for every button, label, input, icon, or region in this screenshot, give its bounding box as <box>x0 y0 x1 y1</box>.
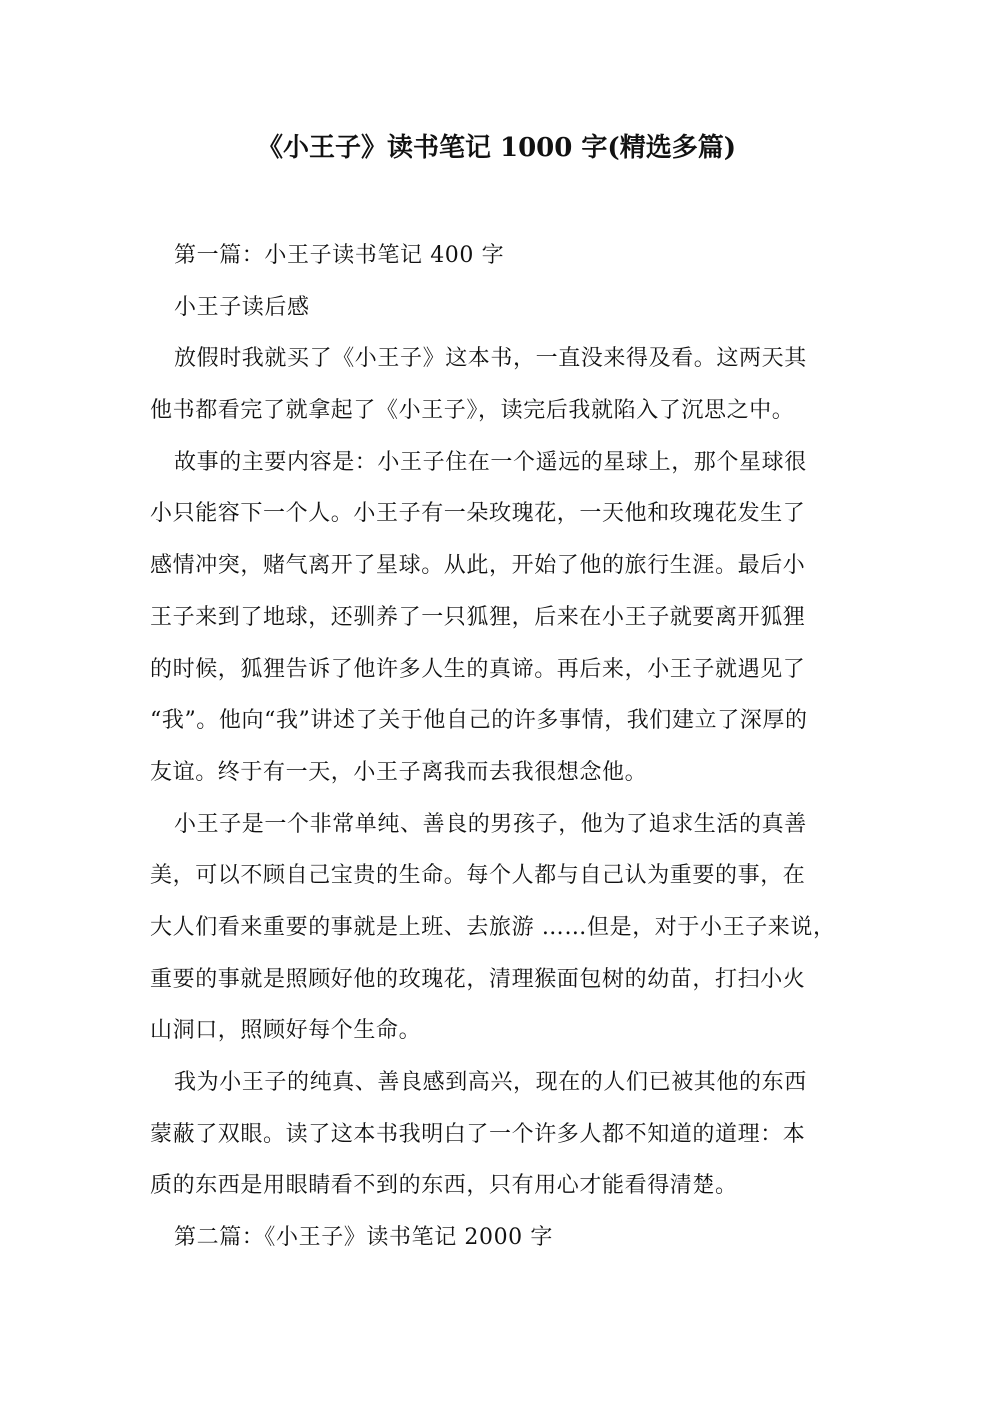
section-heading-1: 第一篇：小王子读书笔记 400 字 <box>174 243 505 268</box>
paragraph-line: 蒙蔽了双眼。读了这本书我明白了一个许多人都不知道的道理：本 <box>150 1121 806 1147</box>
paragraph-line: 美，可以不顾自己宝贵的生命。每个人都与自己认为重要的事，在 <box>150 863 806 889</box>
paragraph-line: 山洞口，照顾好每个生命。 <box>150 1018 422 1044</box>
subheading: 小王子读后感 <box>174 294 310 320</box>
document-body <box>150 230 840 1264</box>
paragraph-line: 故事的主要内容是：小王子住在一个遥远的星球上，那个星球很 <box>174 449 807 475</box>
paragraph-line: 小只能容下一个人。小王子有一朵玫瑰花，一天他和玫瑰花发生了 <box>150 501 806 527</box>
paragraph-line: 小王子是一个非常单纯、善良的男孩子，他为了追求生活的真善 <box>174 811 807 837</box>
paragraph-line: “我”。他向“我”讲述了关于他自己的许多事情，我们建立了深厚的 <box>150 708 808 734</box>
paragraph-line: 友谊。终于有一天，小王子离我而去我很想念他。 <box>150 759 648 785</box>
paragraph-line: 放假时我就买了《小王子》这本书，一直没来得及看。这两天其 <box>174 346 807 372</box>
paragraph-line: 大人们看来重要的事就是上班、去旅游 ……但是，对于小王子来说， <box>150 914 836 940</box>
section-heading-2: 第二篇：《小王子》读书笔记 2000 字 <box>174 1225 553 1251</box>
document-title: 《小王子》读书笔记 1000 字(精选多篇) <box>256 133 737 163</box>
paragraph-line: 感情冲突，赌气离开了星球。从此，开始了他的旅行生涯。最后小 <box>150 553 806 579</box>
paragraph-line: 的时候，狐狸告诉了他许多人生的真谛。再后来，小王子就遇见了 <box>150 656 806 682</box>
paragraph-line: 质的东西是用眼睛看不到的东西，只有用心才能看得清楚。 <box>150 1173 738 1199</box>
paragraph-line: 我为小王子的纯真、善良感到高兴，现在的人们已被其他的东西 <box>174 1070 807 1095</box>
paragraph-line: 重要的事就是照顾好他的玫瑰花，清理猴面包树的幼苗，打扫小火 <box>150 966 806 992</box>
paragraph-line: 他书都看完了就拿起了《小王子》，读完后我就陷入了沉思之中。 <box>150 398 795 424</box>
paragraph-line: 王子来到了地球，还驯养了一只狐狸，后来在小王子就要离开狐狸 <box>150 604 806 630</box>
